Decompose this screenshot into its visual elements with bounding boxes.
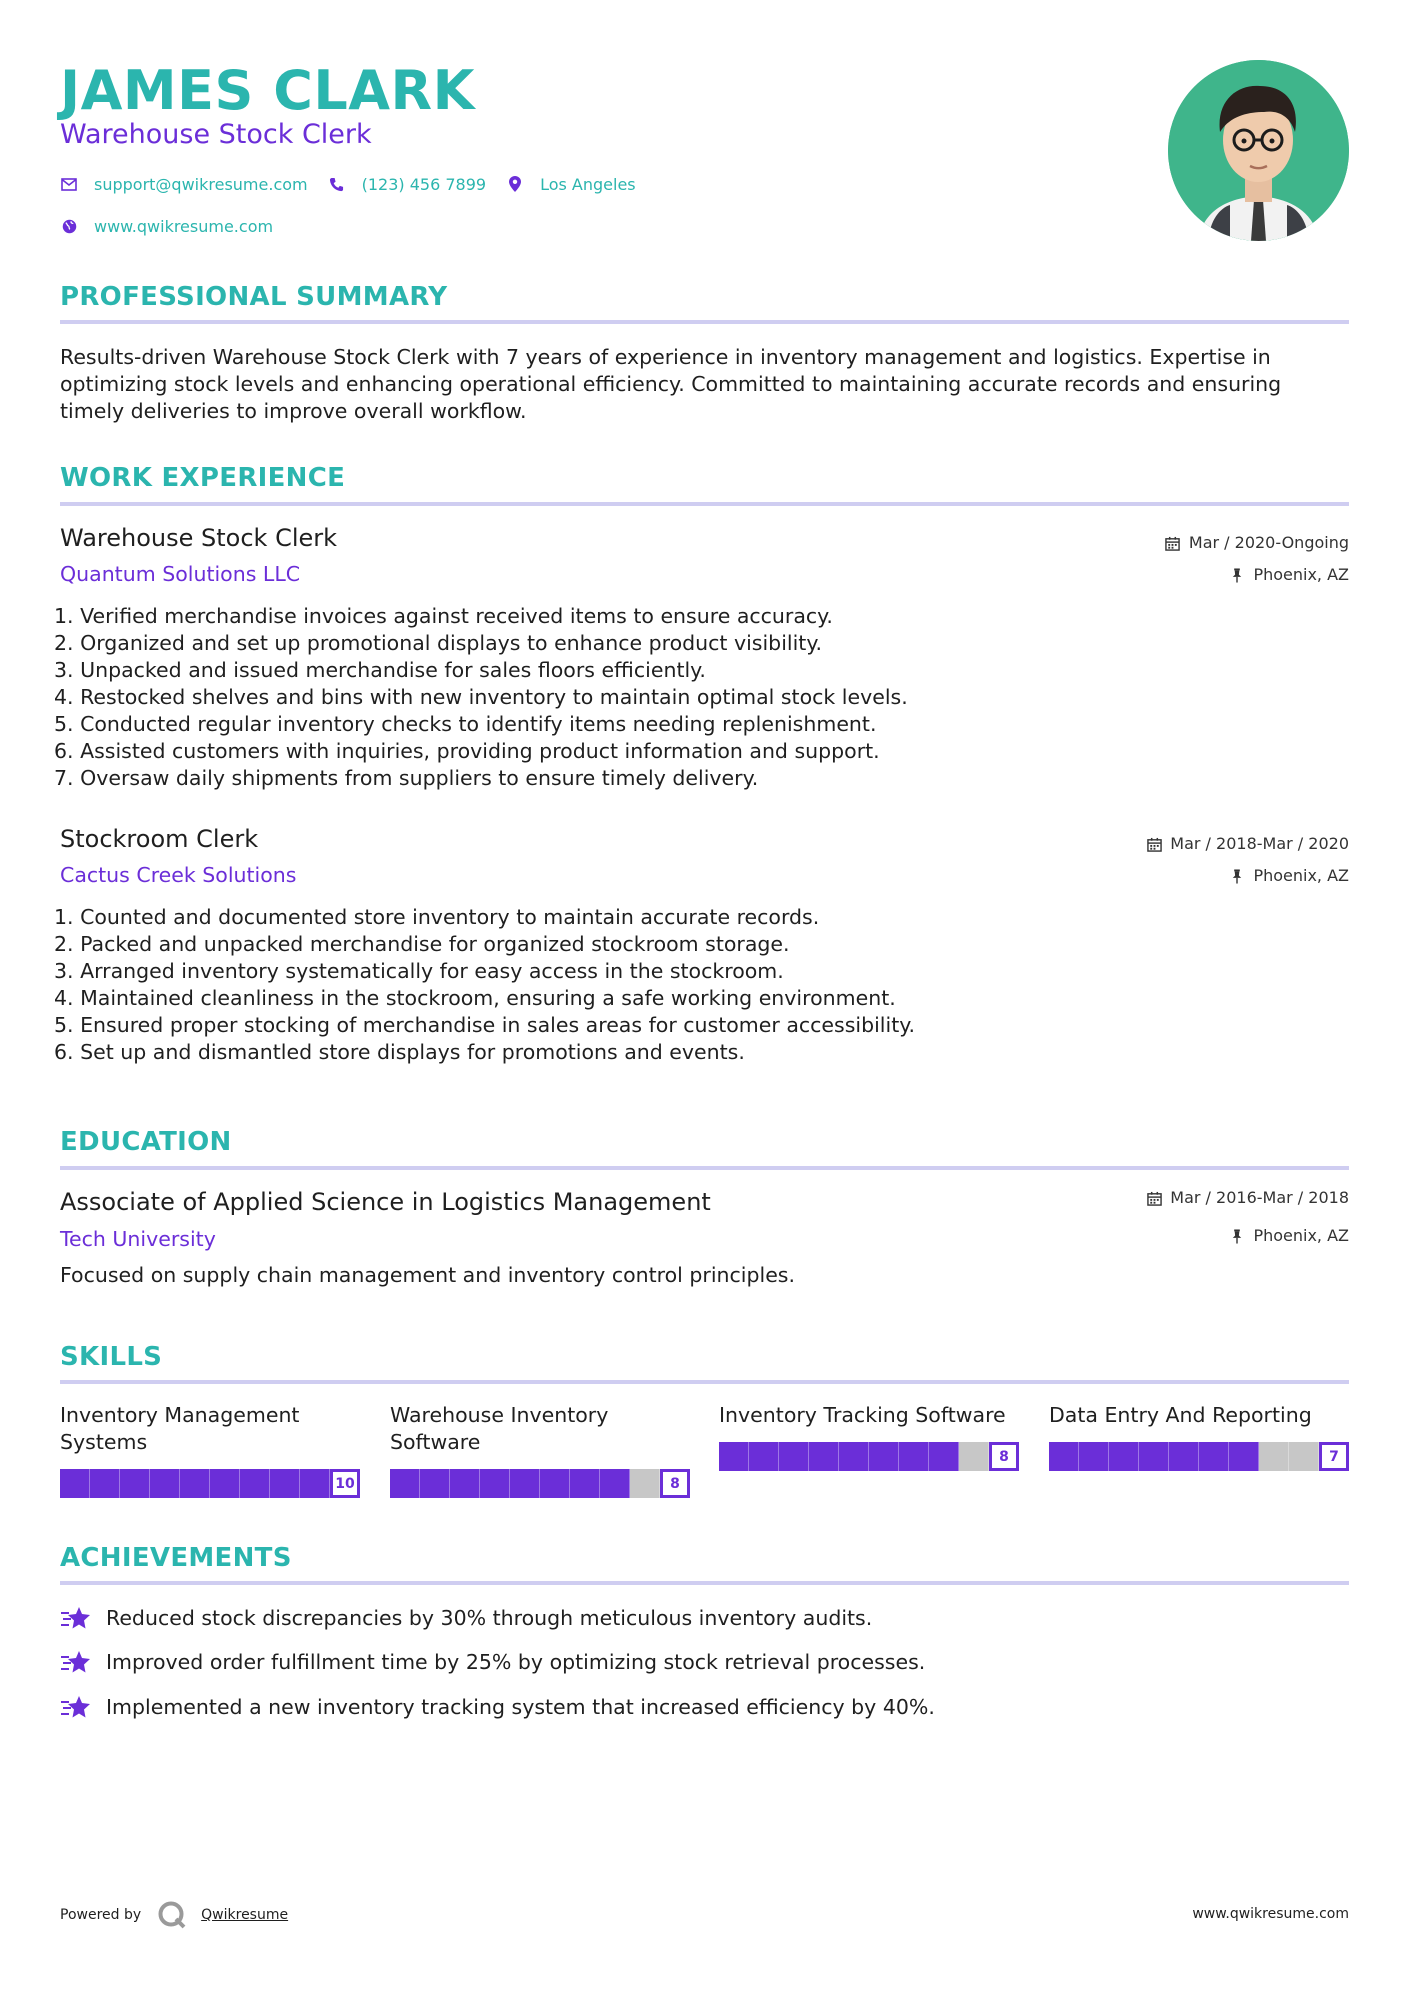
candidate-role: Warehouse Stock Clerk (60, 119, 372, 150)
achievement-text: Reduced stock discrepancies by 30% through meticulous inventory audits. (106, 1606, 873, 1630)
education-dates (1146, 1188, 1349, 1208)
summary-line: timely deliveries to improve overall workflow. (60, 399, 527, 423)
list-item: 6. Set up and dismantled store displays for promotions and events. (54, 1040, 745, 1064)
list-item: 2. Packed and unpacked merchandise for organized stockroom storage. (54, 932, 790, 956)
job-dates-text: Mar / 2018-Mar / 2020 (1170, 834, 1349, 853)
pushpin-icon (1229, 1228, 1245, 1244)
job-duties-list (54, 603, 1304, 792)
skill-bar-segment (450, 1469, 480, 1498)
skill-item (719, 1402, 1019, 1465)
list-item: 3. Arranged inventory systematically for easy access in the stockroom. (54, 959, 784, 983)
profile-photo (1168, 60, 1349, 241)
section-divider (60, 502, 1349, 506)
achievement-item (60, 1692, 935, 1722)
skill-bar-segment (869, 1442, 899, 1471)
education-location (1229, 1226, 1349, 1246)
shooting-star-icon (60, 1604, 92, 1632)
skill-bar-segment (1139, 1442, 1169, 1471)
skill-level-bar (1049, 1442, 1349, 1471)
company-name: Cactus Creek Solutions (60, 863, 297, 887)
list-item: 4. Restocked shelves and bins with new inventory to maintain optimal stock levels. (54, 685, 908, 709)
summary-line: optimizing stock levels and enhancing operational efficiency. Committed to maintaining accurate records and ensuring (60, 372, 1282, 396)
skill-name: Inventory Management (60, 1403, 300, 1427)
skill-level-badge: 8 (989, 1442, 1019, 1471)
skill-name: Warehouse Inventory (390, 1403, 609, 1427)
pushpin-icon (1229, 868, 1245, 884)
globe-icon (60, 217, 78, 235)
achievements-heading: ACHIEVEMENTS (60, 1543, 292, 1573)
calendar-icon (1165, 535, 1181, 551)
envelope-icon (60, 175, 78, 193)
job-location-text: Phoenix, AZ (1253, 866, 1349, 885)
section-divider (60, 1380, 1349, 1384)
skill-item (1049, 1402, 1349, 1465)
calendar-icon (1146, 1190, 1162, 1206)
list-item: 5. Ensured proper stocking of merchandise in sales areas for customer accessibility. (54, 1013, 915, 1037)
summary-heading: PROFESSIONAL SUMMARY (60, 282, 448, 312)
skill-item (60, 1402, 360, 1492)
skill-bar-segment (839, 1442, 869, 1471)
skill-name: Inventory Tracking Software (719, 1403, 1006, 1427)
qwikresume-logo-icon (157, 1900, 187, 1930)
list-item: 2. Organized and set up promotional displays to enhance product visibility. (54, 631, 823, 655)
list-item: 1. Verified merchandise invoices against received items to ensure accuracy. (54, 604, 833, 628)
email-link[interactable]: support@qwikresume.com (94, 174, 308, 194)
skill-name: Data Entry And Reporting (1049, 1403, 1312, 1427)
skill-bar-segment (90, 1469, 120, 1498)
skill-level-bar (719, 1442, 1019, 1471)
skill-bar-segment (630, 1469, 660, 1498)
skill-bar-segment (1199, 1442, 1229, 1471)
skill-level-badge: 8 (660, 1469, 690, 1498)
job-title: Warehouse Stock Clerk (60, 524, 338, 552)
website-link[interactable]: www.qwikresume.com (94, 216, 274, 236)
skill-bar-segment (779, 1442, 809, 1471)
skill-bar-segment (120, 1469, 150, 1498)
skill-bar-segment (809, 1442, 839, 1471)
skill-bar-segment (210, 1469, 240, 1498)
skill-level-bar (60, 1469, 360, 1498)
skill-level-badge: 10 (330, 1469, 360, 1498)
skill-bar-segment (480, 1469, 510, 1498)
job-location (1229, 866, 1349, 886)
skill-name-line2: Software (390, 1430, 481, 1454)
section-divider (60, 1166, 1349, 1170)
skill-bar-segment (929, 1442, 959, 1471)
list-item: 7. Oversaw daily shipments from suppliers to ensure timely delivery. (54, 766, 759, 790)
section-divider (60, 320, 1349, 324)
contact-row (60, 172, 656, 196)
candidate-name: JAMES CLARK (60, 59, 475, 122)
company-name: Quantum Solutions LLC (60, 562, 301, 586)
skill-bar-segment (1049, 1442, 1079, 1471)
skill-bar-segment (1289, 1442, 1319, 1471)
achievement-item (60, 1647, 925, 1677)
achievement-text: Implemented a new inventory tracking system that increased efficiency by 40%. (106, 1695, 935, 1719)
education-location-text: Phoenix, AZ (1253, 1226, 1349, 1245)
achievement-item (60, 1603, 872, 1633)
skill-bar-segment (1169, 1442, 1199, 1471)
skill-bar-segment (270, 1469, 300, 1498)
footer-powered-by (60, 1900, 288, 1930)
list-item: 4. Maintained cleanliness in the stockroom, ensuring a safe working environment. (54, 986, 896, 1010)
skill-level-bar (390, 1469, 690, 1498)
summary-line: Results-driven Warehouse Stock Clerk with 7 years of experience in inventory management and logistics. Expertise in (60, 345, 1271, 369)
job-dates-text: Mar / 2020-Ongoing (1188, 533, 1349, 552)
skill-bar-segment (570, 1469, 600, 1498)
footer-website[interactable]: www.qwikresume.com (1192, 1906, 1349, 1922)
list-item: 5. Conducted regular inventory checks to identify items needing replenishment. (54, 712, 877, 736)
skill-bar-segment (600, 1469, 630, 1498)
shooting-star-icon (60, 1648, 92, 1676)
skill-bar-segment (60, 1469, 90, 1498)
section-divider (60, 1581, 1349, 1585)
job-duties-list (54, 904, 1304, 1066)
phone-number[interactable]: (123) 456 7899 (361, 174, 487, 194)
skill-bar-segment (150, 1469, 180, 1498)
skill-bar-segment (240, 1469, 270, 1498)
skill-bar-segment (1079, 1442, 1109, 1471)
skill-level-badge: 7 (1319, 1442, 1349, 1471)
experience-heading: WORK EXPERIENCE (60, 463, 346, 493)
skill-bar-segment (1259, 1442, 1289, 1471)
map-pin-icon (506, 175, 524, 193)
skill-bar-segment (899, 1442, 929, 1471)
job-dates (1165, 533, 1349, 553)
job-location (1229, 565, 1349, 585)
pushpin-icon (1229, 567, 1245, 583)
location-text: Los Angeles (540, 174, 636, 194)
skill-bar-segment (390, 1469, 420, 1498)
skill-bar-segment (1229, 1442, 1259, 1471)
website-row (60, 214, 293, 238)
job-title: Stockroom Clerk (60, 825, 259, 853)
skill-bar-segment (300, 1469, 330, 1498)
education-heading: EDUCATION (60, 1127, 232, 1157)
phone-icon (328, 175, 346, 193)
education-description: Focused on supply chain management and inventory control principles. (60, 1263, 796, 1287)
skill-bar-segment (510, 1469, 540, 1498)
list-item: 1. Counted and documented store inventory to maintain accurate records. (54, 905, 820, 929)
skill-bar-segment (540, 1469, 570, 1498)
powered-by-label: Powered by (60, 1907, 142, 1923)
job-location-text: Phoenix, AZ (1253, 565, 1349, 584)
school-name: Tech University (60, 1227, 216, 1251)
skill-bar-segment (749, 1442, 779, 1471)
skill-bar-segment (420, 1469, 450, 1498)
education-dates-text: Mar / 2016-Mar / 2018 (1170, 1188, 1349, 1207)
shooting-star-icon (60, 1693, 92, 1721)
skill-name-line2: Systems (60, 1430, 148, 1454)
summary-text (60, 344, 1340, 425)
degree-title: Associate of Applied Science in Logistics Management (60, 1188, 711, 1216)
skill-bar-segment (719, 1442, 749, 1471)
qwikresume-link[interactable]: Qwikresume (201, 1907, 289, 1923)
achievement-text: Improved order fulfillment time by 25% by optimizing stock retrieval processes. (106, 1650, 926, 1674)
list-item: 6. Assisted customers with inquiries, providing product information and support. (54, 739, 880, 763)
skill-item (390, 1402, 690, 1492)
skill-bar-segment (959, 1442, 989, 1471)
job-dates (1146, 834, 1349, 854)
list-item: 3. Unpacked and issued merchandise for sales floors efficiently. (54, 658, 706, 682)
calendar-icon (1146, 836, 1162, 852)
skill-bar-segment (180, 1469, 210, 1498)
skills-heading: SKILLS (60, 1342, 163, 1372)
skill-bar-segment (1109, 1442, 1139, 1471)
